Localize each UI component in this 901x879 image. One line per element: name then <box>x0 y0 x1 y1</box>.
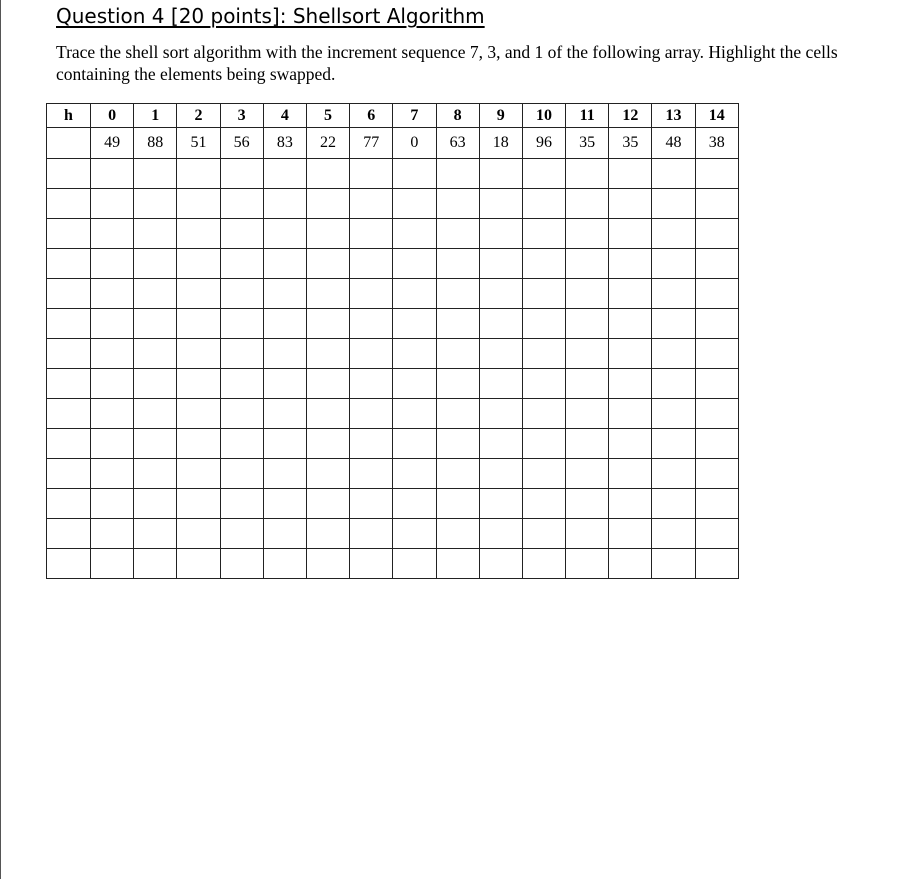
trace-cell[interactable] <box>436 159 479 189</box>
trace-cell[interactable] <box>263 399 306 429</box>
trace-row <box>47 489 739 519</box>
trace-row <box>47 219 739 249</box>
trace-cell[interactable] <box>695 279 738 309</box>
index-header-7: 7 <box>393 104 436 128</box>
trace-cell[interactable] <box>306 429 349 459</box>
trace-cell[interactable] <box>263 189 306 219</box>
trace-cell[interactable] <box>263 429 306 459</box>
page-edge <box>0 0 1 879</box>
trace-cell[interactable] <box>177 399 220 429</box>
trace-cell[interactable] <box>522 519 565 549</box>
trace-cell[interactable] <box>134 519 177 549</box>
trace-cell[interactable] <box>134 549 177 579</box>
array-value-9[interactable]: 18 <box>479 128 522 159</box>
trace-cell[interactable] <box>479 549 522 579</box>
trace-cell[interactable] <box>350 459 393 489</box>
trace-h-cell[interactable] <box>47 249 91 279</box>
trace-cell[interactable] <box>393 279 436 309</box>
trace-row <box>47 369 739 399</box>
trace-cell[interactable] <box>134 189 177 219</box>
trace-cell[interactable] <box>350 429 393 459</box>
trace-row <box>47 549 739 579</box>
index-header-row <box>47 104 739 128</box>
trace-row <box>47 339 739 369</box>
trace-cell[interactable] <box>695 219 738 249</box>
trace-cell[interactable] <box>652 489 695 519</box>
trace-cell[interactable] <box>91 519 134 549</box>
trace-cell[interactable] <box>652 519 695 549</box>
trace-cell[interactable] <box>220 339 263 369</box>
trace-cell[interactable] <box>436 489 479 519</box>
shellsort-trace-table <box>46 103 739 579</box>
trace-cell[interactable] <box>609 369 652 399</box>
trace-cell[interactable] <box>566 279 609 309</box>
trace-cell[interactable] <box>566 549 609 579</box>
trace-cell[interactable] <box>263 519 306 549</box>
trace-cell[interactable] <box>91 549 134 579</box>
trace-cell[interactable] <box>479 249 522 279</box>
trace-cell[interactable] <box>609 309 652 339</box>
trace-h-cell[interactable] <box>47 459 91 489</box>
trace-h-cell[interactable] <box>47 429 91 459</box>
array-value-14[interactable]: 38 <box>695 128 738 159</box>
trace-cell[interactable] <box>177 159 220 189</box>
trace-cell[interactable] <box>393 429 436 459</box>
trace-cell[interactable] <box>609 219 652 249</box>
trace-cell[interactable] <box>436 369 479 399</box>
trace-cell[interactable] <box>91 459 134 489</box>
trace-cell[interactable] <box>695 249 738 279</box>
trace-cell[interactable] <box>393 309 436 339</box>
trace-cell[interactable] <box>522 489 565 519</box>
trace-h-cell[interactable] <box>47 549 91 579</box>
trace-cell[interactable] <box>436 339 479 369</box>
trace-cell[interactable] <box>609 189 652 219</box>
trace-cell[interactable] <box>522 249 565 279</box>
trace-cell[interactable] <box>652 429 695 459</box>
trace-cell[interactable] <box>220 219 263 249</box>
question-title: Question 4 [20 points]: Shellsort Algorithm <box>56 4 485 28</box>
trace-cell[interactable] <box>695 399 738 429</box>
trace-cell[interactable] <box>134 159 177 189</box>
trace-cell[interactable] <box>220 369 263 399</box>
index-header-12: 12 <box>609 104 652 128</box>
trace-cell[interactable] <box>350 279 393 309</box>
trace-h-cell[interactable] <box>47 279 91 309</box>
trace-cell[interactable] <box>91 339 134 369</box>
trace-cell[interactable] <box>479 489 522 519</box>
trace-cell[interactable] <box>306 309 349 339</box>
trace-cell[interactable] <box>134 489 177 519</box>
trace-cell[interactable] <box>566 249 609 279</box>
trace-cell[interactable] <box>695 489 738 519</box>
trace-cell[interactable] <box>177 249 220 279</box>
trace-cell[interactable] <box>609 399 652 429</box>
trace-cell[interactable] <box>652 249 695 279</box>
trace-cell[interactable] <box>652 219 695 249</box>
array-value-13[interactable]: 48 <box>652 128 695 159</box>
trace-h-cell[interactable] <box>47 369 91 399</box>
trace-cell[interactable] <box>263 459 306 489</box>
trace-cell[interactable] <box>306 459 349 489</box>
trace-cell[interactable] <box>393 369 436 399</box>
trace-cell[interactable] <box>177 429 220 459</box>
trace-cell[interactable] <box>695 339 738 369</box>
trace-cell[interactable] <box>479 189 522 219</box>
trace-cell[interactable] <box>263 219 306 249</box>
trace-cell[interactable] <box>263 159 306 189</box>
trace-cell[interactable] <box>220 309 263 339</box>
index-header-6: 6 <box>350 104 393 128</box>
trace-cell[interactable] <box>609 279 652 309</box>
trace-cell[interactable] <box>177 309 220 339</box>
trace-cell[interactable] <box>91 219 134 249</box>
trace-cell[interactable] <box>652 369 695 399</box>
trace-cell[interactable] <box>695 519 738 549</box>
trace-cell[interactable] <box>479 219 522 249</box>
trace-cell[interactable] <box>263 549 306 579</box>
trace-cell[interactable] <box>479 159 522 189</box>
trace-cell[interactable] <box>436 279 479 309</box>
trace-cell[interactable] <box>436 429 479 459</box>
trace-cell[interactable] <box>479 519 522 549</box>
trace-cell[interactable] <box>436 549 479 579</box>
trace-cell[interactable] <box>393 189 436 219</box>
trace-cell[interactable] <box>134 309 177 339</box>
trace-cell[interactable] <box>263 249 306 279</box>
trace-cell[interactable] <box>91 159 134 189</box>
index-header-8: 8 <box>436 104 479 128</box>
trace-cell[interactable] <box>695 549 738 579</box>
trace-h-cell[interactable] <box>47 519 91 549</box>
trace-cell[interactable] <box>220 189 263 219</box>
trace-cell[interactable] <box>652 459 695 489</box>
trace-cell[interactable] <box>609 519 652 549</box>
trace-cell[interactable] <box>522 279 565 309</box>
trace-cell[interactable] <box>609 339 652 369</box>
trace-cell[interactable] <box>177 279 220 309</box>
trace-cell[interactable] <box>566 429 609 459</box>
trace-cell[interactable] <box>479 399 522 429</box>
h-column-header: h <box>47 104 91 128</box>
trace-cell[interactable] <box>306 219 349 249</box>
trace-cell[interactable] <box>695 369 738 399</box>
trace-cell[interactable] <box>436 249 479 279</box>
array-value-12[interactable]: 35 <box>609 128 652 159</box>
trace-cell[interactable] <box>609 159 652 189</box>
trace-cell[interactable] <box>134 369 177 399</box>
trace-cell[interactable] <box>350 339 393 369</box>
trace-cell[interactable] <box>436 219 479 249</box>
trace-cell[interactable] <box>393 549 436 579</box>
trace-cell[interactable] <box>436 189 479 219</box>
trace-cell[interactable] <box>220 489 263 519</box>
array-value-6[interactable]: 77 <box>350 128 393 159</box>
trace-cell[interactable] <box>177 219 220 249</box>
index-header-2: 2 <box>177 104 220 128</box>
array-value-5[interactable]: 22 <box>306 128 349 159</box>
trace-cell[interactable] <box>91 429 134 459</box>
trace-cell[interactable] <box>306 339 349 369</box>
trace-cell[interactable] <box>609 459 652 489</box>
trace-cell[interactable] <box>479 369 522 399</box>
trace-cell[interactable] <box>652 189 695 219</box>
trace-cell[interactable] <box>91 249 134 279</box>
trace-cell[interactable] <box>91 189 134 219</box>
array-value-8[interactable]: 63 <box>436 128 479 159</box>
trace-cell[interactable] <box>306 279 349 309</box>
trace-cell[interactable] <box>91 489 134 519</box>
index-header-9: 9 <box>479 104 522 128</box>
trace-cell[interactable] <box>177 459 220 489</box>
trace-cell[interactable] <box>393 219 436 249</box>
index-header-1: 1 <box>134 104 177 128</box>
trace-cell[interactable] <box>350 189 393 219</box>
array-value-11[interactable]: 35 <box>566 128 609 159</box>
trace-cell[interactable] <box>479 279 522 309</box>
trace-cell[interactable] <box>393 249 436 279</box>
trace-cell[interactable] <box>350 159 393 189</box>
index-header-13: 13 <box>652 104 695 128</box>
trace-row <box>47 279 739 309</box>
trace-cell[interactable] <box>220 249 263 279</box>
trace-row <box>47 429 739 459</box>
trace-cell[interactable] <box>91 279 134 309</box>
trace-cell[interactable] <box>350 219 393 249</box>
trace-cell[interactable] <box>306 549 349 579</box>
trace-cell[interactable] <box>177 369 220 399</box>
index-header-4: 4 <box>263 104 306 128</box>
trace-cell[interactable] <box>350 249 393 279</box>
array-value-4[interactable]: 83 <box>263 128 306 159</box>
array-value-0[interactable]: 49 <box>91 128 134 159</box>
trace-cell[interactable] <box>134 339 177 369</box>
trace-cell[interactable] <box>652 309 695 339</box>
trace-cell[interactable] <box>695 159 738 189</box>
trace-cell[interactable] <box>177 339 220 369</box>
trace-cell[interactable] <box>134 279 177 309</box>
trace-cell[interactable] <box>566 489 609 519</box>
trace-cell[interactable] <box>306 159 349 189</box>
trace-cell[interactable] <box>566 189 609 219</box>
trace-cell[interactable] <box>479 309 522 339</box>
trace-cell[interactable] <box>609 429 652 459</box>
trace-row <box>47 189 739 219</box>
trace-cell[interactable] <box>350 489 393 519</box>
trace-cell[interactable] <box>479 459 522 489</box>
trace-cell[interactable] <box>652 549 695 579</box>
trace-h-cell[interactable] <box>47 309 91 339</box>
trace-cell[interactable] <box>220 279 263 309</box>
trace-cell[interactable] <box>695 429 738 459</box>
trace-cell[interactable] <box>177 549 220 579</box>
trace-h-cell[interactable] <box>47 489 91 519</box>
trace-cell[interactable] <box>91 369 134 399</box>
trace-cell[interactable] <box>436 519 479 549</box>
trace-cell[interactable] <box>220 399 263 429</box>
trace-cell[interactable] <box>263 339 306 369</box>
trace-cell[interactable] <box>350 309 393 339</box>
trace-cell[interactable] <box>350 549 393 579</box>
array-value-7[interactable]: 0 <box>393 128 436 159</box>
trace-cell[interactable] <box>91 399 134 429</box>
trace-cell[interactable] <box>652 279 695 309</box>
trace-cell[interactable] <box>566 309 609 339</box>
trace-cell[interactable] <box>263 369 306 399</box>
trace-cell[interactable] <box>306 519 349 549</box>
trace-cell[interactable] <box>566 519 609 549</box>
h-cell[interactable] <box>47 128 91 159</box>
trace-h-cell[interactable] <box>47 159 91 189</box>
index-header-0: 0 <box>91 104 134 128</box>
trace-cell[interactable] <box>436 309 479 339</box>
trace-cell[interactable] <box>350 369 393 399</box>
trace-cell[interactable] <box>263 309 306 339</box>
trace-cell[interactable] <box>522 189 565 219</box>
trace-cell[interactable] <box>393 489 436 519</box>
trace-cell[interactable] <box>566 399 609 429</box>
trace-cell[interactable] <box>306 249 349 279</box>
trace-cell[interactable] <box>350 399 393 429</box>
trace-cell[interactable] <box>393 519 436 549</box>
trace-cell[interactable] <box>479 429 522 459</box>
trace-cell[interactable] <box>220 159 263 189</box>
trace-cell[interactable] <box>522 429 565 459</box>
trace-cell[interactable] <box>566 219 609 249</box>
trace-cell[interactable] <box>566 159 609 189</box>
trace-cell[interactable] <box>350 519 393 549</box>
array-value-10[interactable]: 96 <box>522 128 565 159</box>
trace-h-cell[interactable] <box>47 339 91 369</box>
trace-cell[interactable] <box>177 189 220 219</box>
trace-cell[interactable] <box>134 399 177 429</box>
trace-cell[interactable] <box>306 489 349 519</box>
trace-cell[interactable] <box>220 429 263 459</box>
trace-cell[interactable] <box>393 399 436 429</box>
trace-cell[interactable] <box>393 459 436 489</box>
trace-cell[interactable] <box>479 339 522 369</box>
trace-cell[interactable] <box>220 519 263 549</box>
trace-cell[interactable] <box>609 489 652 519</box>
trace-cell[interactable] <box>177 519 220 549</box>
trace-cell[interactable] <box>436 399 479 429</box>
trace-cell[interactable] <box>393 159 436 189</box>
trace-cell[interactable] <box>177 489 220 519</box>
trace-cell[interactable] <box>263 279 306 309</box>
trace-cell[interactable] <box>91 309 134 339</box>
trace-cell[interactable] <box>522 459 565 489</box>
trace-cell[interactable] <box>652 399 695 429</box>
trace-h-cell[interactable] <box>47 189 91 219</box>
trace-cell[interactable] <box>566 459 609 489</box>
trace-cell[interactable] <box>609 249 652 279</box>
trace-cell[interactable] <box>306 189 349 219</box>
trace-cell[interactable] <box>134 249 177 279</box>
index-header-11: 11 <box>566 104 609 128</box>
index-header-10: 10 <box>522 104 565 128</box>
trace-cell[interactable] <box>134 219 177 249</box>
trace-cell[interactable] <box>306 369 349 399</box>
trace-row <box>47 459 739 489</box>
trace-cell[interactable] <box>566 369 609 399</box>
trace-row <box>47 309 739 339</box>
trace-cell[interactable] <box>263 489 306 519</box>
trace-cell[interactable] <box>306 399 349 429</box>
array-value-1[interactable]: 88 <box>134 128 177 159</box>
trace-h-cell[interactable] <box>47 219 91 249</box>
trace-cell[interactable] <box>522 159 565 189</box>
trace-cell[interactable] <box>393 339 436 369</box>
trace-cell[interactable] <box>522 219 565 249</box>
trace-cell[interactable] <box>134 459 177 489</box>
initial-array-row <box>47 128 739 159</box>
index-header-5: 5 <box>306 104 349 128</box>
trace-cell[interactable] <box>220 549 263 579</box>
trace-cell[interactable] <box>522 399 565 429</box>
trace-cell[interactable] <box>695 309 738 339</box>
trace-cell[interactable] <box>566 339 609 369</box>
trace-cell[interactable] <box>695 189 738 219</box>
array-value-3[interactable]: 56 <box>220 128 263 159</box>
trace-cell[interactable] <box>522 309 565 339</box>
trace-row <box>47 519 739 549</box>
question-instructions: Trace the shell sort algorithm with the increment sequence 7, 3, and 1 of the following array. Highlight the cells containing the elements being swapped. <box>56 42 838 84</box>
trace-row <box>47 249 739 279</box>
trace-cell[interactable] <box>522 549 565 579</box>
index-header-3: 3 <box>220 104 263 128</box>
trace-cell[interactable] <box>436 459 479 489</box>
trace-cell[interactable] <box>695 459 738 489</box>
array-value-2[interactable]: 51 <box>177 128 220 159</box>
trace-cell[interactable] <box>652 159 695 189</box>
index-header-14: 14 <box>695 104 738 128</box>
trace-cell[interactable] <box>652 339 695 369</box>
trace-h-cell[interactable] <box>47 399 91 429</box>
trace-cell[interactable] <box>522 339 565 369</box>
trace-cell[interactable] <box>220 459 263 489</box>
trace-cell[interactable] <box>134 429 177 459</box>
trace-row <box>47 399 739 429</box>
trace-cell[interactable] <box>609 549 652 579</box>
trace-cell[interactable] <box>522 369 565 399</box>
trace-row <box>47 159 739 189</box>
